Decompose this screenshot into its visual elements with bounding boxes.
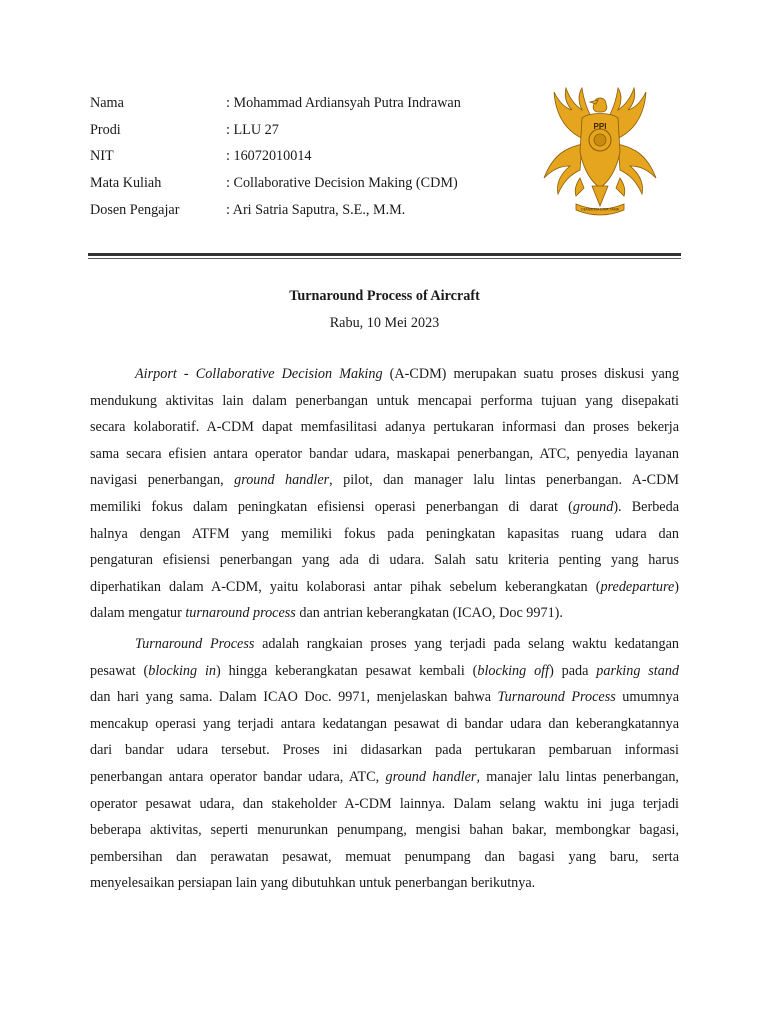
text-line bbox=[90, 660, 679, 687]
text-segment: mendukung aktivitas lain dalam penerbangan untuk mencapai performa tujuan yang disepakati bbox=[90, 392, 679, 409]
document-title: Turnaround Process of Aircraft bbox=[289, 288, 480, 304]
text-line bbox=[90, 846, 679, 873]
text-line bbox=[90, 766, 679, 793]
text-line bbox=[90, 576, 679, 603]
info-label: Mata Kuliah bbox=[90, 175, 162, 192]
info-value: : Collaborative Decision Making (CDM) bbox=[226, 175, 458, 192]
text-line bbox=[90, 793, 679, 820]
info-value: : LLU 27 bbox=[226, 121, 279, 138]
info-label: Prodi bbox=[90, 121, 121, 138]
text-segment: ) bbox=[674, 578, 679, 595]
text-segment: umumnya bbox=[615, 689, 680, 706]
text-segment: , pilot, dan manager lalu lintas penerbangan. A-CDM bbox=[329, 472, 679, 489]
text-segment: secara kolaboratif. A-CDM dapat memfasilitasi adanya pertukaran informasi dan proses bekerja bbox=[90, 419, 679, 436]
italic-term: blocking in bbox=[148, 662, 216, 679]
text-segment: pesawat ( bbox=[90, 662, 149, 679]
italic-term: Turnaround Process bbox=[497, 689, 616, 706]
info-label: NIT bbox=[90, 148, 114, 165]
text-segment: ) pada bbox=[549, 662, 597, 679]
text-line bbox=[90, 496, 679, 523]
italic-term: blocking off bbox=[477, 662, 550, 679]
text-line bbox=[90, 686, 679, 713]
italic-term: turnaround process bbox=[185, 605, 296, 622]
text-line bbox=[90, 739, 679, 766]
text-segment: mencakup operasi yang terjadi antara kedatangan pesawat di bandar udara dan keberangkatannya bbox=[90, 715, 679, 732]
ppi-eagle-logo-icon bbox=[536, 82, 664, 218]
text-line bbox=[90, 549, 679, 576]
text-line bbox=[90, 469, 679, 496]
italic-term: Turnaround Process bbox=[135, 635, 255, 652]
text-segment: halnya dengan ATFM yang memiliki fokus pada peningkatan kapasitas ruang udara dan bbox=[90, 525, 679, 542]
paragraph-1 bbox=[90, 363, 679, 629]
text-segment: diperhatikan dalam A-CDM, yaitu kolaborasi antar pihak sebelum keberangkatan ( bbox=[90, 578, 601, 595]
logo-text: PPI bbox=[593, 122, 607, 131]
text-line bbox=[90, 390, 679, 417]
info-value: : 16072010014 bbox=[226, 148, 312, 165]
logo-motto: CENDEKIA DIKA TAMA bbox=[580, 207, 620, 212]
document-body bbox=[90, 363, 679, 899]
italic-term: Airport - Collaborative Decision Making bbox=[135, 366, 383, 382]
header-divider-thin bbox=[88, 258, 681, 259]
text-line bbox=[90, 602, 679, 629]
italic-term: ground bbox=[572, 498, 614, 515]
text-segment: dan hari yang sama. Dalam ICAO Doc. 9971, menjelaskan bahwa bbox=[90, 689, 498, 706]
info-value: : Ari Satria Saputra, S.E., M.M. bbox=[226, 201, 406, 218]
italic-term: ground handler bbox=[385, 768, 477, 785]
text-segment: memiliki fokus dalam peningkatan efisiensi operasi penerbangan di darat ( bbox=[90, 498, 573, 515]
italic-term: parking stand bbox=[596, 662, 680, 679]
text-segment: adalah rangkaian proses yang terjadi pada selang waktu kedatangan bbox=[254, 635, 679, 652]
text-segment: operator pesawat udara, dan stakeholder A-CDM lainnya. Dalam selang waktu ini juga terjadi bbox=[90, 795, 679, 812]
italic-term: predeparture bbox=[600, 578, 675, 595]
text-segment: penerbangan antara operator bandar udara, ATC, bbox=[90, 768, 386, 785]
text-segment: sama secara efisien antara operator bandar udara, maskapai penerbangan, ATC, penyedia layanan bbox=[90, 445, 679, 462]
text-segment: menyelesaikan persiapan lain yang dibutuhkan untuk penerbangan berikutnya. bbox=[90, 875, 536, 892]
text-line bbox=[90, 363, 679, 390]
text-line bbox=[90, 872, 679, 899]
info-label: Nama bbox=[90, 95, 124, 111]
text-segment: pengaturan efisiensi penerbangan yang ada di udara. Salah satu kriteria penting yang harus bbox=[90, 552, 679, 569]
text-segment: navigasi penerbangan, bbox=[90, 472, 235, 489]
info-label: Dosen Pengajar bbox=[90, 201, 180, 218]
text-segment: ) hingga keberangkatan pesawat kembali ( bbox=[216, 662, 478, 679]
text-segment: , manajer lalu lintas penerbangan, bbox=[476, 768, 679, 785]
text-segment: dari bandar udara tersebut. Proses ini didasarkan pada pertukaran pembaruan informasi bbox=[90, 742, 679, 759]
text-line bbox=[90, 416, 679, 443]
italic-term: ground handler bbox=[234, 472, 330, 489]
text-line bbox=[90, 443, 679, 470]
text-segment: pembersihan dan perawatan pesawat, memuat penumpang dan bagasi yang baru, serta bbox=[90, 848, 679, 865]
text-line bbox=[90, 633, 679, 660]
text-line bbox=[90, 713, 679, 740]
paragraph-2 bbox=[90, 633, 679, 899]
text-segment: (A-CDM) merupakan suatu proses diskusi yang bbox=[382, 366, 679, 382]
text-segment: beberapa aktivitas, seperti menurunkan penumpang, mengisi bahan bakar, membongkar bagasi, bbox=[90, 822, 679, 839]
text-line bbox=[90, 819, 679, 846]
text-segment: dan antrian keberangkatan (ICAO, Doc 9971). bbox=[295, 605, 563, 622]
document-date: Rabu, 10 Mei 2023 bbox=[329, 315, 440, 331]
text-segment: ). Berbeda bbox=[613, 498, 679, 515]
text-line bbox=[90, 523, 679, 550]
text-segment: dalam mengatur bbox=[90, 605, 186, 622]
info-value: : Mohammad Ardiansyah Putra Indrawan bbox=[226, 95, 461, 111]
header-divider-thick bbox=[88, 253, 681, 256]
